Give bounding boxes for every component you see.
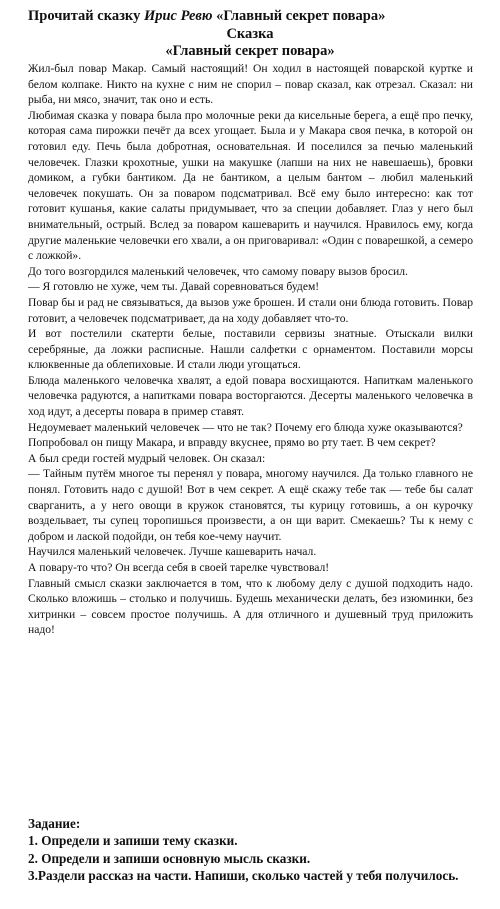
heading-prefix: Прочитай сказку	[28, 8, 144, 24]
heading-title: «Главный секрет повара»	[212, 8, 386, 24]
story-paragraph: — Я готовлю не хуже, чем ты. Давай соревноваться будем!	[28, 280, 320, 294]
story-paragraph: Научился маленький человечек. Лучше кашеварить начал.	[28, 545, 317, 559]
story-paragraph: До того возгордился маленький человечек, что самому повару вызов бросил.	[28, 264, 408, 278]
story-paragraph: Блюда маленького человечка хвалят, а едой повара восхищаются. Напиткам маленького человечка радуются, а напитками повара восторгаются. Десерты маленького человечка в ход идут, а десерты повара в пример ставят.	[28, 373, 473, 419]
story-paragraph: Повар бы и рад не связываться, да вызов уже брошен. И стали они блюда готовить. Повар готовит, а человечек подсматривает, да на ходу добавляет что-то.	[28, 295, 473, 325]
story-paragraph: И вот постелили скатерти белые, поставили сервизы знатные. Отыскали вилки серебряные, да ложки расписные. Нашли салфетки с орнаментом. Поставили морсы клюквенные да облепиховые. И стали люди угощаться.	[28, 327, 473, 372]
story-paragraph: Главный смысл сказки заключается в том, что к любому делу с душой подходить надо. Сколько вложишь – столько и получишь. Будешь механически делать, без изюминки, без хитринки – совсем простое получишь. А для отличного и душевный труд приложить надо!	[28, 576, 473, 637]
story-paragraph: Недоумевает маленький человечек — что не так? Почему его блюда хуже оказываются?	[28, 420, 463, 434]
story-paragraph: — Тайным путём многое ты перенял у повара, многому научился. Да только главного не понял. Готовить надо с душой! Вот в чем секрет. А ещё скажу тебе так — тебе бы салат сварганить, а у него овощи в кружок становятся, ты курицу готовишь, а он курочку воздельвает, ты супец торопишься произвести, а он щи варит. Смекаешь? Ты к нему с добром и лаской подойди, он тебя кое-чему научит.	[28, 467, 473, 543]
story-paragraph: Попробовал он пищу Макара, и вправду вкуснее, прямо во рту тает. В чем секрет?	[28, 436, 436, 450]
story-paragraph: Любимая сказка у повара была про молочные реки да кисельные берега, а ещё про печку, которая сама пирожки печёт да всех угощает. Была и у Макара своя печка, в которой он готовил еду. Печь была добротная, основательная. И поселился за печью маленький человечек. Глазки крохотные, ушки на макушке (лапши на них не навешаешь), бровки домиком, а губки бантиком. Да не бантиком, а целым бантом – любил маленький человечек покушать. Он за поваром подсматривал. Всё ему было интересно: как тот готовит кушанья, какие салаты придумывает, что за специи добавляет. Глаз у него был внимательный, острый. Вслед за поваром кашеварить и научился. Нравилось ему, когда другие маленькие человечки его хвали, а он приговаривал: «Один с поварешкой, а семеро с ложкой».	[28, 108, 473, 263]
story-text	[28, 61, 473, 638]
task-section	[28, 815, 473, 885]
genre-subtitle: Сказка	[226, 26, 274, 42]
task-item: 3.Раздели рассказ на части. Напиши, сколько частей у тебя получилось.	[28, 868, 459, 884]
task-item: 2. Определи и запиши основную мысль сказки.	[28, 850, 311, 866]
story-paragraph: Жил-был повар Макар. Самый настоящий! Он ходил в настоящей поварской куртке и белом колпаке. Никто на кухне с ним не спорил – повар сказал, как отрезал. Сказал: ни рыба, ни мясо, значит, так оно и есть.	[28, 62, 473, 107]
assignment-heading	[28, 8, 473, 25]
story-paragraph: А повару-то что? Он всегда себя в своей тарелке чувствовал!	[28, 561, 330, 574]
story-title: «Главный секрет повара»	[165, 43, 335, 59]
task-title: Задание:	[28, 816, 81, 831]
story-paragraph: А был среди гостей мудрый человек. Он сказал:	[28, 451, 266, 465]
task-item: 1. Определи и запиши тему сказки.	[28, 833, 238, 849]
heading-author: Ирис Ревю	[143, 8, 213, 24]
